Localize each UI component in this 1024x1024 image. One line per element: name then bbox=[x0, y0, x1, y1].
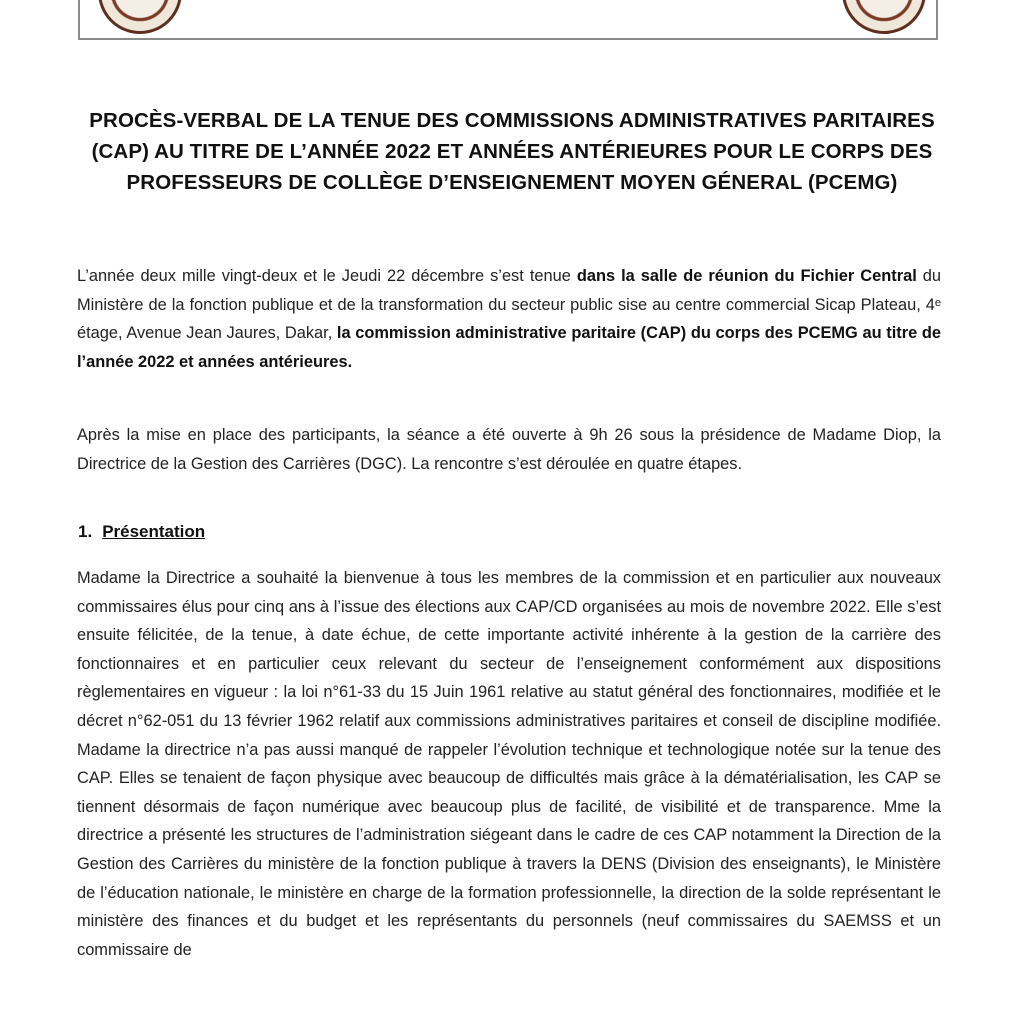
section-number: 1. bbox=[78, 522, 93, 541]
session-opening-paragraph: Après la mise en place des participants, la séance a été ouverte à 9h 26 sous la présidence de Madame Diop, la Directrice de la Gestion des Carrières (DGC). La rencontre s’est déroulée en quatre étapes. bbox=[77, 426, 941, 473]
document-title: PROCÈS-VERBAL DE LA TENUE DES COMMISSIONS ADMINISTRATIVES PARITAIRES (CAP) AU TITRE DE L’ANNÉE 2022 ET ANNÉES ANTÉRIEURES POUR LE CORPS DES PROFESSEURS DE COLLÈGE D’ENSEIGNEMENT MOYEN GÉNERAL (PCEMG) bbox=[89, 109, 935, 194]
opening-paragraph-bold-location: dans la salle de réunion du Fichier Central bbox=[576, 267, 917, 285]
opening-paragraph-bold-commission: la commission administrative paritaire (CAP) du corps des PCEMG au titre de l’année 2022 et années antérieures. bbox=[77, 324, 941, 371]
section-heading-presentation bbox=[78, 522, 205, 542]
presentation-paragraph: Madame la Directrice a souhaité la bienvenue à tous les membres de la commission et en particulier aux nouveaux commissaires élus pour cinq ans à l’issue des élections aux CAP/CD organisées au mois de novembre 2022. Elle s’est ensuite félicitée, de la tenue, à date échue, de cette importante activité inhérente à la gestion de la carrière des fonctionnaires et en particulier ceux relevant du secteur de l’enseignement conformément aux dispositions règlementaires en vigueur : la loi n°61-33 du 15 Juin 1961 relative au statut général des fonctionnaires, modifiée et le décret n°62-051 du 13 février 1962 relatif aux commissions administratives paritaires et conseil de discipline modifiée. Madame la directrice n’a pas aussi manqué de rappeler l’évolution technique et technologique notée sur la tenue des CAP. Elles se tenaient de façon physique avec beaucoup de difficultés mais grâce à la dématérialisation, les CAP se tiennent désormais de façon numérique avec beaucoup plus de facilité, de visibilité et de transparence. Mme la directrice a présenté les structures de l’administration siégeant dans le cadre de ces CAP notamment la Direction de la Gestion des Carrières du ministère de la fonction publique à travers la DENS (Division des enseignants), le Ministère de l’éducation nationale, le ministère en charge de la formation professionnelle, la direction de la solde représentant le ministère des finances et du budget et les représentants du personnels (neuf commissaires du SAEMSS et un commissaire de bbox=[77, 569, 941, 959]
section-label: Présentation bbox=[102, 522, 206, 541]
opening-paragraph-text-a: L’année deux mille vingt-deux et le Jeudi 22 décembre s’est tenue bbox=[77, 267, 577, 285]
document-header-frame bbox=[78, 0, 938, 40]
opening-paragraph-text-c: du Ministère de la fonction publique et de la transformation du secteur public sise au centre commercial Sicap Plateau, 4ᵉ étage, Avenue Jean Jaures, Dakar, bbox=[77, 267, 942, 343]
opening-paragraph bbox=[77, 262, 941, 376]
